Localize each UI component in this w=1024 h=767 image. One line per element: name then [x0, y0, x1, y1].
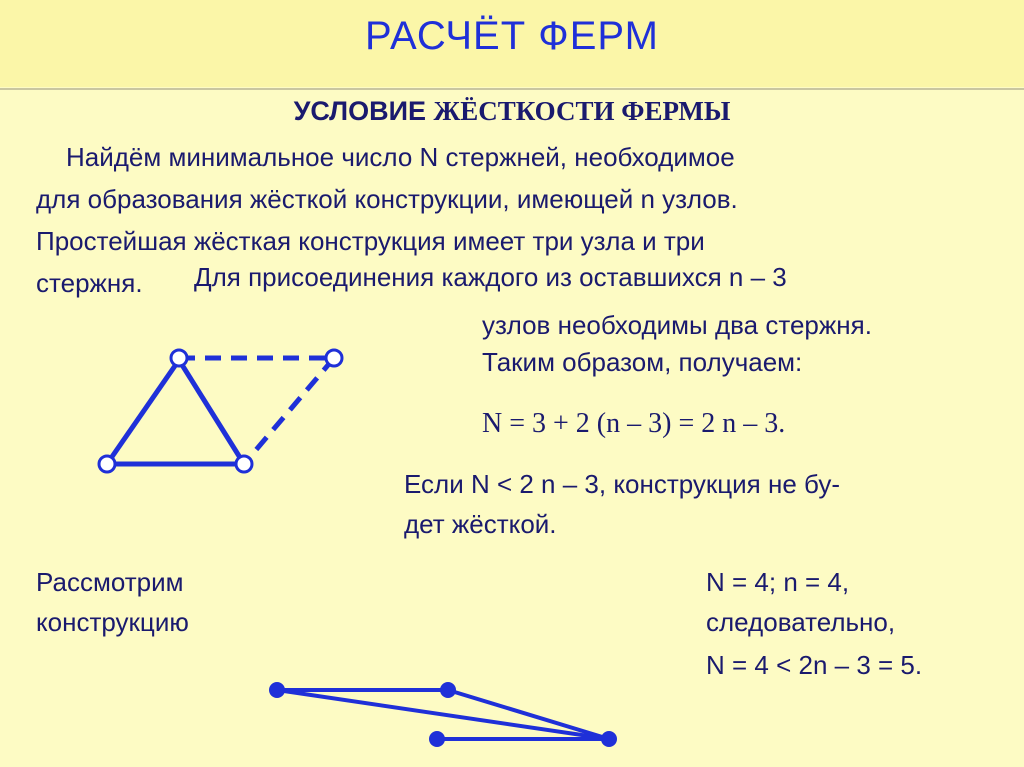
- node-open-right: [236, 456, 252, 472]
- truss-bar-dashed-diagonal: [244, 358, 334, 464]
- condition-line-2: дет жёсткой.: [404, 509, 557, 539]
- consider-line-2: конструкцию: [36, 607, 189, 637]
- parallelogram-truss: [277, 690, 609, 739]
- formula: N = 3 + 2 (n – 3) = 2 n – 3.: [482, 408, 786, 439]
- paragraph-line-1: Найдём минимальное число N стержней, необходимое: [66, 142, 735, 172]
- node-open-added: [326, 350, 342, 366]
- paragraph-line-5: узлов необходимы два стержня.: [482, 310, 872, 340]
- node-filled-top-left: [269, 682, 285, 698]
- paragraph-line-4b: Для присоединения каждого из оставшихся n – 3: [194, 262, 787, 292]
- truss-bar-right: [179, 360, 244, 464]
- rigid-triangle-truss: [107, 358, 334, 464]
- consider-line-1: Рассмотрим: [36, 567, 184, 597]
- condition-line-1: Если N < 2 n – 3, конструкция не бу-: [404, 469, 841, 499]
- truss-bar-left: [107, 360, 179, 464]
- subtitle-part-1: УСЛОВИЕ: [293, 96, 434, 126]
- example-line-2: следовательно,: [706, 607, 896, 637]
- paragraph-line-2: для образования жёсткой конструкции, имеющей n узлов.: [36, 184, 738, 214]
- paragraph-line-3: Простейшая жёсткая конструкция имеет три узла и три: [36, 226, 705, 256]
- node-filled-bottom-right: [601, 731, 617, 747]
- bar-right-short: [448, 690, 609, 739]
- truss-nodes-open: [99, 350, 342, 472]
- slide-title: РАСЧЁТ ФЕРМ: [365, 14, 659, 58]
- example-line-3: N = 4 < 2n – 3 = 5.: [706, 650, 923, 680]
- example-line-1: N = 4; n = 4,: [706, 567, 850, 597]
- node-open-left: [99, 456, 115, 472]
- bar-diagonal-long: [277, 690, 609, 739]
- subtitle-part-2: ЖЁСТКОСТИ ФЕРМЫ: [433, 96, 731, 126]
- paragraph-line-6: Таким образом, получаем:: [482, 347, 803, 377]
- node-open-top: [171, 350, 187, 366]
- node-filled-bottom-left: [429, 731, 445, 747]
- paragraph-line-4: стержня.: [36, 268, 143, 298]
- node-filled-top-right: [440, 682, 456, 698]
